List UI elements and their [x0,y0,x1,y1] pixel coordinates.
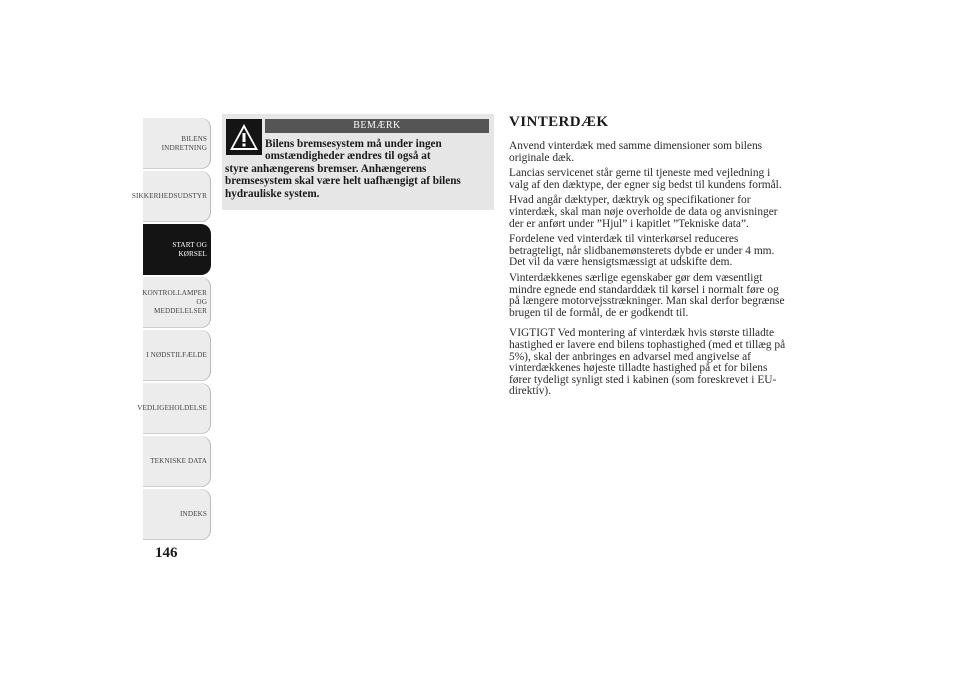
note-line-2: omstændigheder ændres til også at [265,150,431,163]
tab-label: TEKNISKE DATA [150,457,207,465]
tab-sikkerhedsudstyr[interactable] [131,171,211,222]
main-content [509,114,787,402]
tab-tekniske-data[interactable] [143,436,211,487]
note-line-1: Bilens bremsesystem må under ingen [265,138,442,150]
tab-label: INDEKS [180,510,207,518]
tab-label: SIKKERHEDSUDSTYR [131,192,207,200]
tab-start-og-korsel[interactable] [143,224,211,275]
tab-indeks[interactable] [143,489,211,540]
paragraph: Lancias servicenet står gerne til tjeneste med vejledning i valg af den dæktype, der egner sig bedst til kundens formål. [509,167,782,191]
paragraph: Vinterdækkenes særlige egenskaber gør dem væsentligt mindre egnede end standarddæk til kørsel i normalt føre og på længere motorvejsstrækninger. Man skal derfor begrænse brugen til de formål, de er godkendt til. [509,271,785,319]
note-header: BEMÆRK [265,119,489,133]
page-number: 146 [155,545,178,561]
tab-label: I NØDSTILFÆLDE [146,351,207,359]
paragraph: Anvend vinterdæk med samme dimensioner som bilens originale dæk. [509,140,763,164]
section-title: VINTERDÆK [509,114,609,130]
note-box [222,114,494,210]
chapter-tabs [131,118,211,542]
note-text [225,138,491,200]
important-paragraph: VIGTIGT Ved montering af vinterdæk hvis største tilladte hastighed er lavere end bilens tophastighed (med et tillæg på 5%), skal der anbringes en advarsel med angivelse af vinterdækkenes højeste tilladte hastighed på et for bilens fører tydeligt synligt sted i kabinen (som foreskrevet i EU-direktiv). [509,327,786,398]
tab-label: KONTROLLAMPER OG MEDDELELSER [142,289,207,315]
tab-kontrollamper[interactable] [143,277,211,328]
tab-i-nodstilfaelde[interactable] [143,330,211,381]
tab-label: BILENS INDRETNING [161,134,207,152]
tab-label: START OG KØRSEL [172,240,207,258]
tab-bilens-indretning[interactable] [143,118,211,169]
note-line-rest: styre anhængerens bremser. Anhængerens bremsesystem skal være helt uafhængigt af bilens hydrauliske system. [225,162,461,200]
paragraph: Hvad angår dæktyper, dæktryk og specifikationer for vinterdæk, skal man nøje overholde de data og anvisninger der er anført under ”Hjul” i kapitlet ”Tekniske data”. [509,194,778,230]
paragraph: Fordelene ved vinterdæk til vinterkørsel reduceres betragteligt, når slidbanemønsterets dybde er under 4 mm. Det vil da være hensigtsmæssigt at udskifte dem. [509,233,775,269]
tab-vedligeholdelse[interactable] [137,383,211,434]
tab-label: VEDLIGEHOLDELSE [137,404,207,412]
